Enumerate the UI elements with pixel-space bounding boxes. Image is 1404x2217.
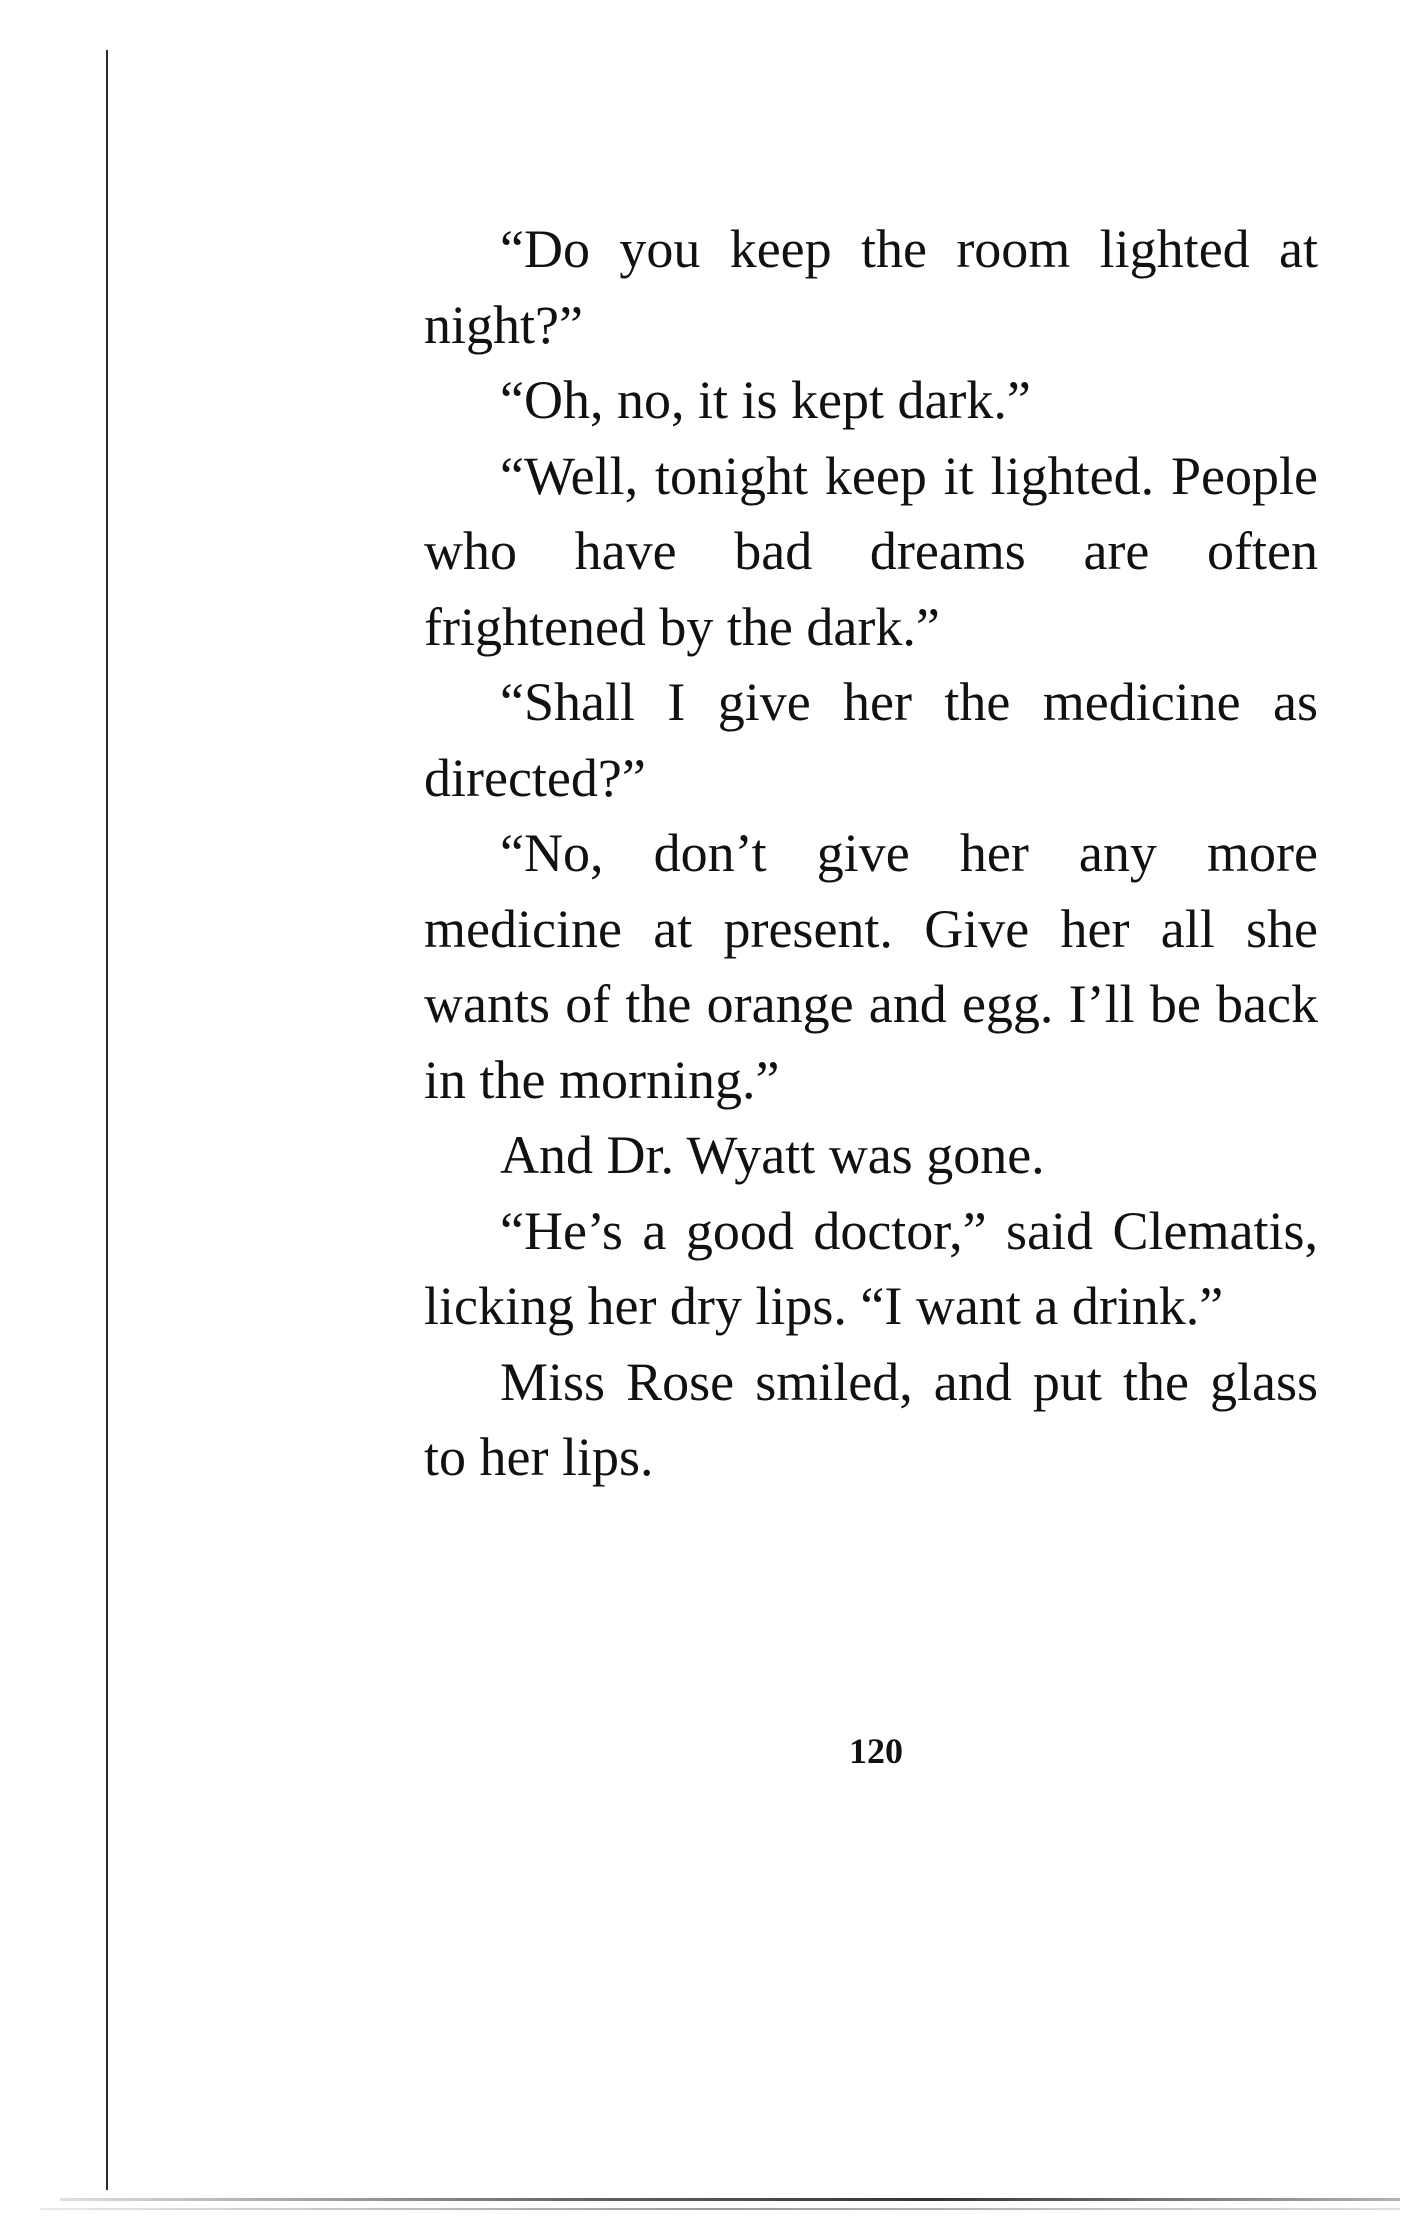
page-bottom-edge-shadow [40,2208,1400,2210]
paragraph: “Well, tonight keep it lighted. People who have bad dreams are often frightened by the dark.” [424,445,1318,657]
paragraph: Miss Rose smiled, and put the glass to her lips. [424,1351,1318,1487]
paragraph: And Dr. Wyatt was gone. [500,1125,1045,1185]
page-binding-edge [106,50,108,2190]
paragraph: “No, don’t give her any more medicine at present. Give her all she wants of the orange and egg. I’ll be back in the morning.” [424,823,1318,1110]
paragraph: “Do you keep the room lighted at night?” [424,219,1318,355]
paragraph: “Oh, no, it is kept dark.” [500,370,1031,430]
page-number: 120 [849,1731,903,1771]
paragraph: “He’s a good doctor,” said Clematis, licking her dry lips. “I want a drink.” [424,1200,1318,1336]
paragraph: “Shall I give her the medicine as directed?” [424,672,1318,808]
body-text [424,212,1318,1496]
page-bottom-edge [60,2198,1400,2201]
